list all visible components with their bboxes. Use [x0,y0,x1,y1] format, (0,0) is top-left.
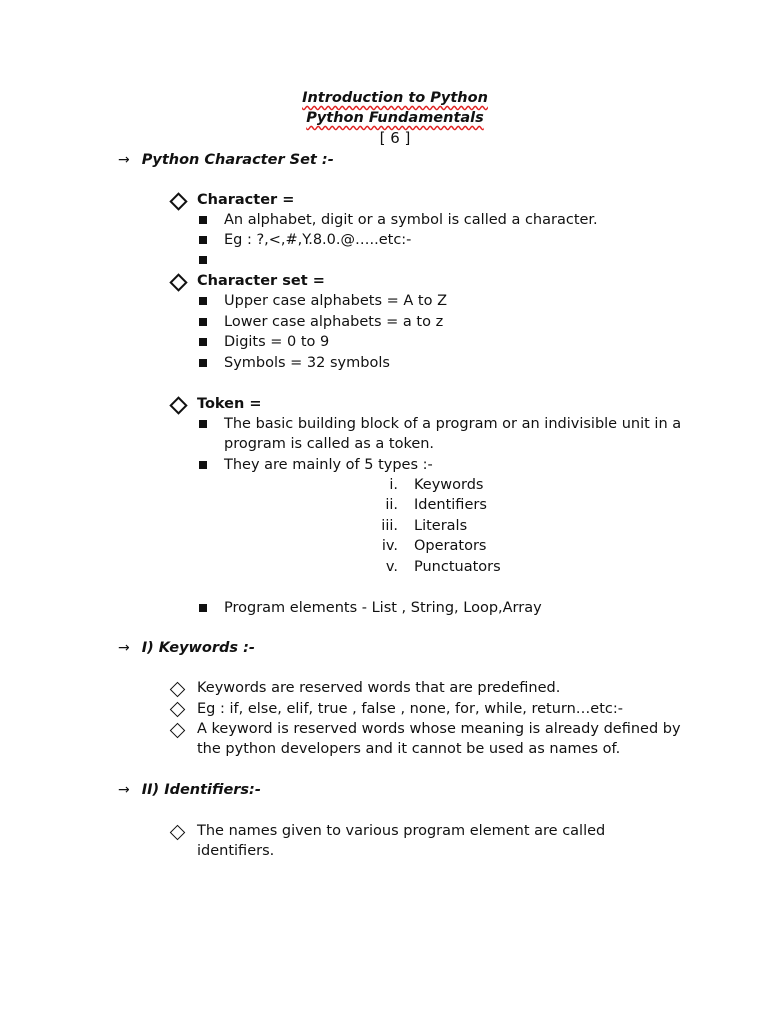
token-type: Punctuators [414,559,501,575]
token-definition-line2: program is called as a token. [224,436,435,452]
diamond-bullet-icon [170,702,186,718]
token-type: Identifiers [414,497,487,513]
diamond-bullet-icon [170,682,186,698]
subheading-character: Character = [197,192,295,208]
list-item: An alphabet, digit or a symbol is called a character. [224,212,598,228]
section-heading-text: I) Keywords :- [141,640,255,656]
section-heading-text: Python Character Set :- [141,152,334,168]
square-bullet-icon [199,256,207,264]
square-bullet-icon [199,318,207,326]
square-bullet-icon [199,604,207,612]
list-item-continued: the python developers and it cannot be used as names of. [197,741,621,757]
square-bullet-icon [199,297,207,305]
square-bullet-icon [199,359,207,367]
token-definition-line1: The basic building block of a program or an indivisible unit in a [224,416,682,432]
token-type: Literals [414,518,468,534]
diamond-bullet-icon [169,396,187,414]
list-item: Upper case alphabets = A to Z [224,293,448,309]
token-type: Keywords [414,477,484,493]
token-type: Operators [414,538,487,554]
page-number: [ 6 ] [379,129,411,147]
document-subtitle: Python Fundamentals [306,110,484,126]
square-bullet-icon [199,216,207,224]
arrow-icon: → [118,152,130,168]
list-item: Eg : ?,<,#,Y.8.0.@…..etc:- [224,232,412,248]
roman-numeral: iv. [381,538,398,554]
list-item: A keyword is reserved words whose meaning is already defined by [197,721,681,737]
subheading-character-set: Character set = [197,273,325,289]
list-item-continued: identifiers. [197,843,275,859]
token-types-intro: They are mainly of 5 types :- [224,457,433,473]
list-item: Keywords are reserved words that are predefined. [197,680,561,696]
diamond-bullet-icon [170,825,186,841]
square-bullet-icon [199,338,207,346]
section-heading-identifiers [118,780,261,800]
square-bullet-icon [199,420,207,428]
square-bullet-icon [199,236,207,244]
section-heading-keywords [118,638,255,658]
document-title: Introduction to Python [302,90,488,106]
list-item: Symbols = 32 symbols [224,355,390,371]
roman-numeral: i. [389,477,398,493]
list-item: Eg : if, else, elif, true , false , none, for, while, return…etc:- [197,701,623,717]
roman-numeral: iii. [381,518,398,534]
section-heading-character-set [118,150,334,170]
square-bullet-icon [199,461,207,469]
diamond-bullet-icon [170,723,186,739]
program-elements: Program elements - List , String, Loop,Array [224,600,542,616]
list-item: The names given to various program element are called [197,823,606,839]
diamond-bullet-icon [169,192,187,210]
list-item: Lower case alphabets = a to z [224,314,444,330]
section-heading-text: II) Identifiers:- [141,782,261,798]
arrow-icon: → [118,782,130,798]
arrow-icon: → [118,640,130,656]
roman-numeral: v. [385,559,398,575]
diamond-bullet-icon [169,273,187,291]
subheading-token: Token = [197,396,262,412]
roman-numeral: ii. [385,497,398,513]
list-item: Digits = 0 to 9 [224,334,330,350]
